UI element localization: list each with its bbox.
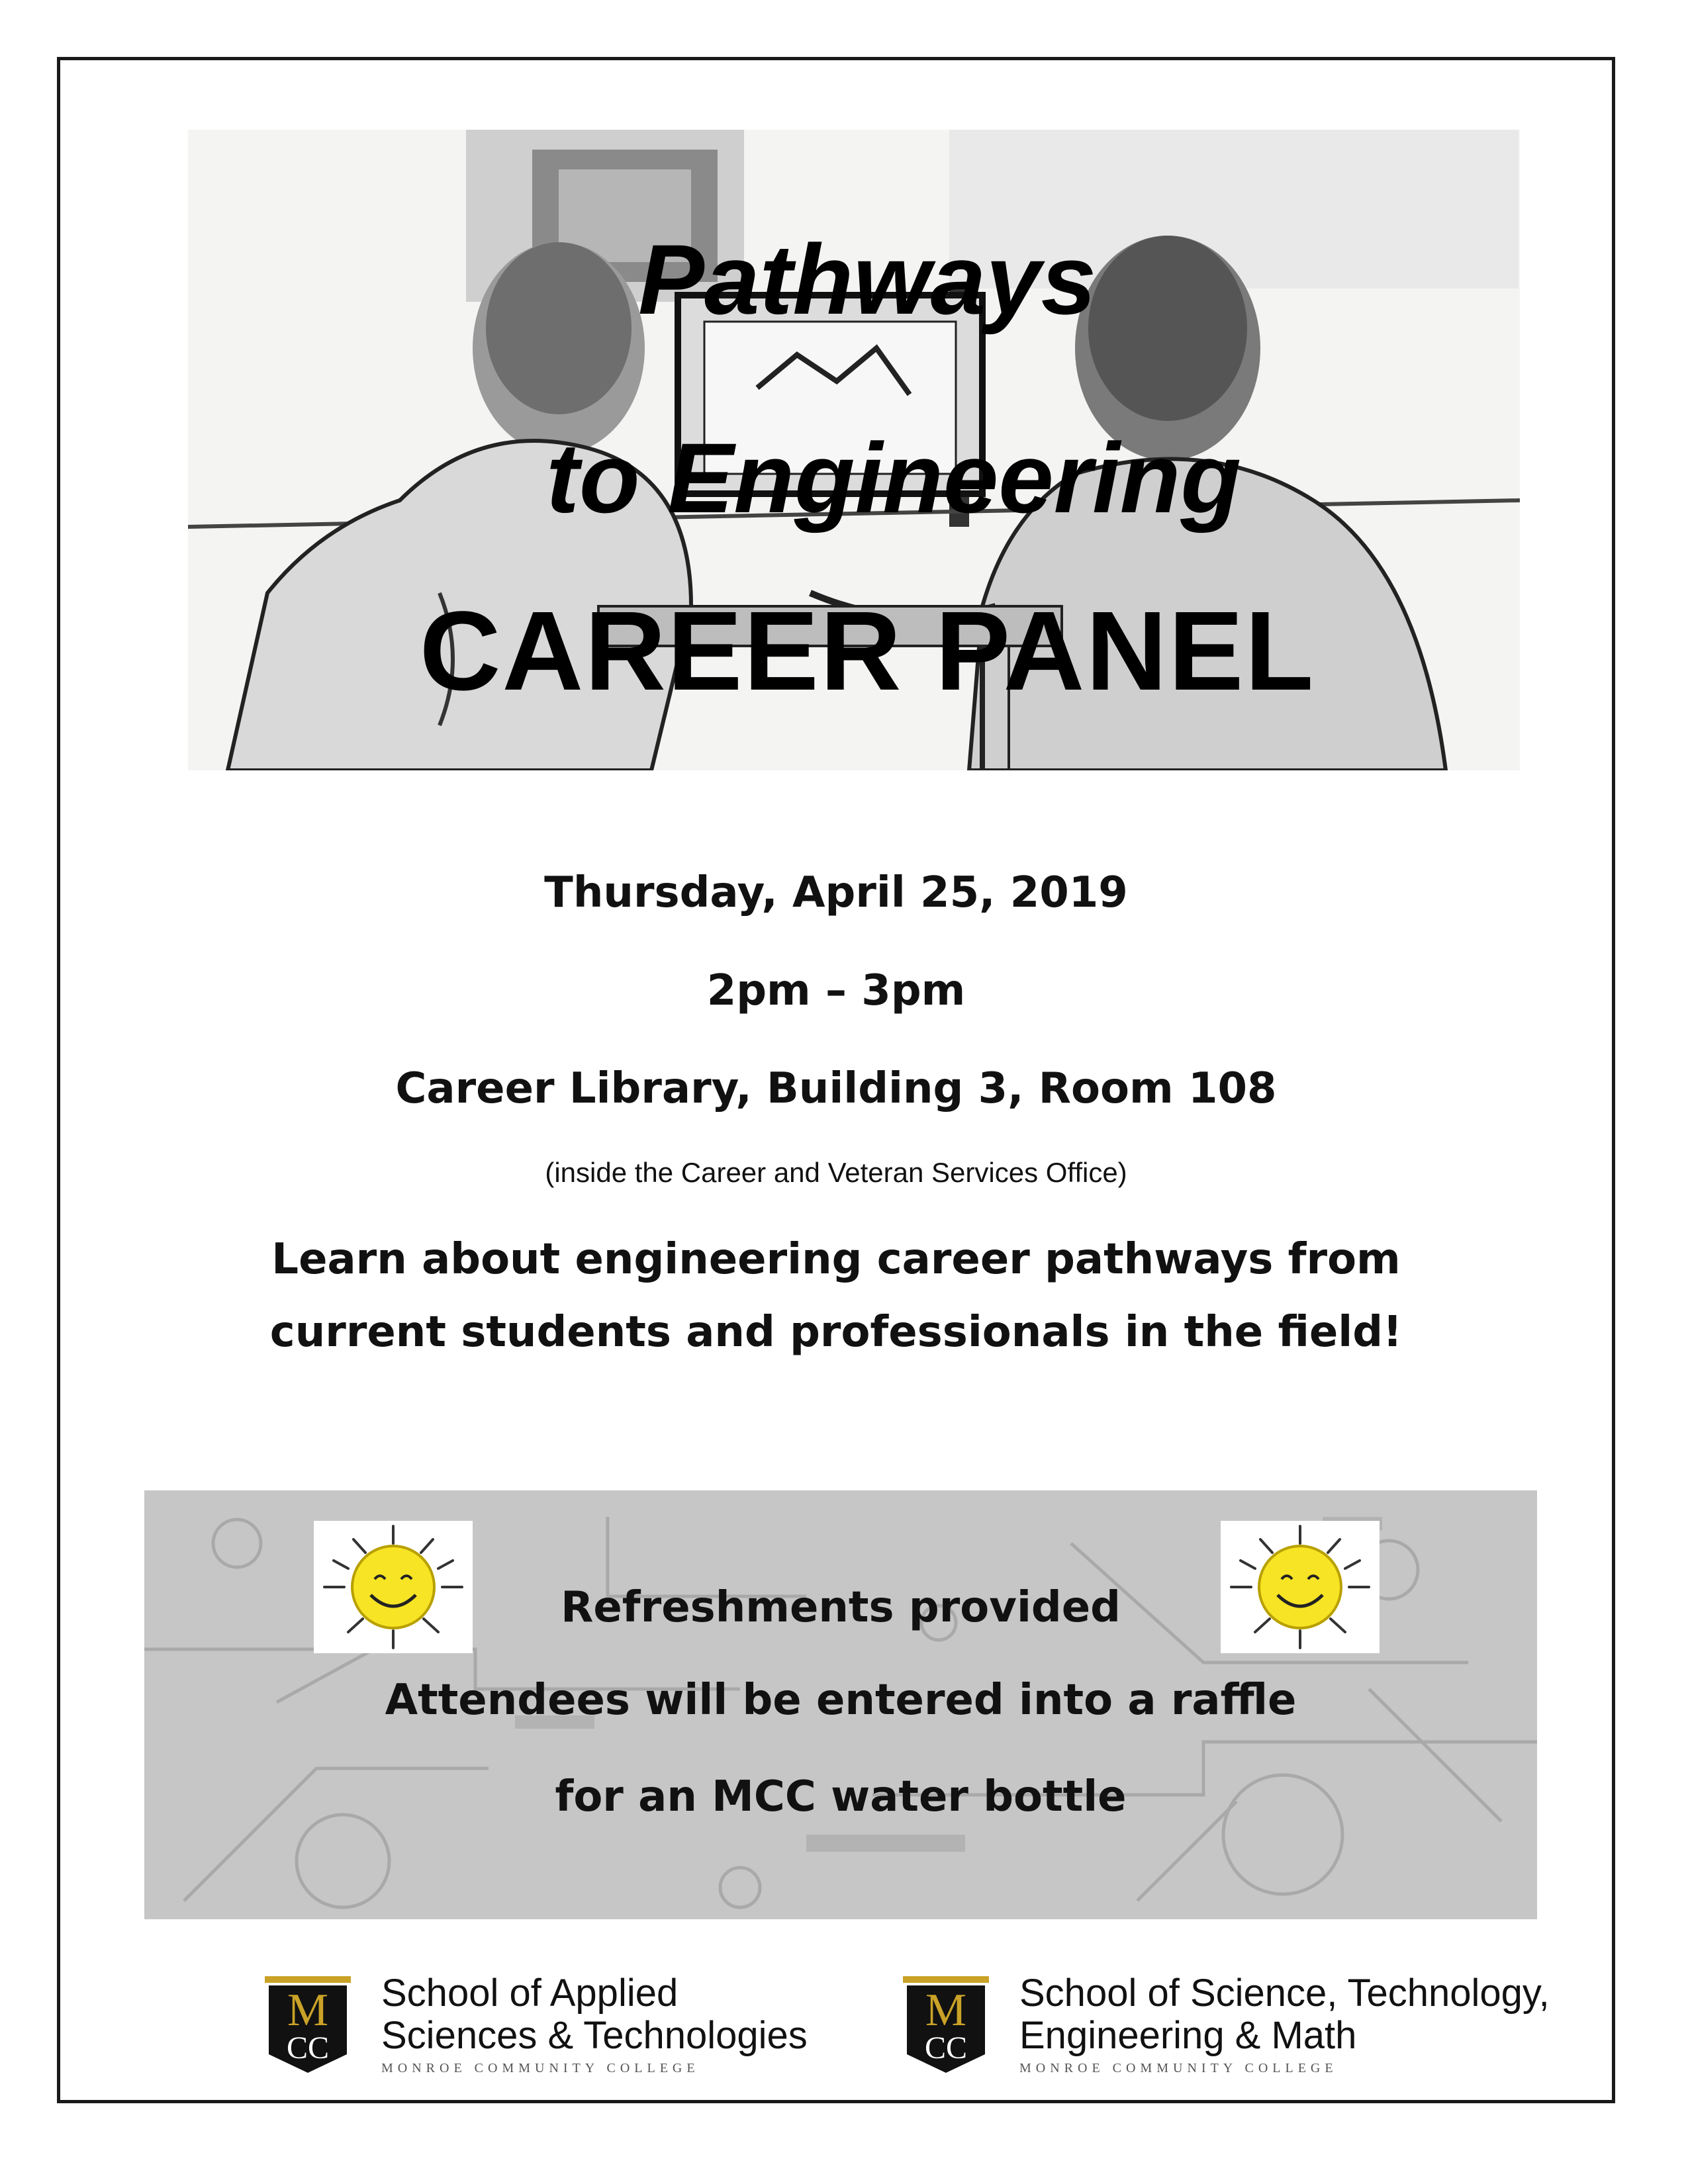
logo-school-name-line-2: Engineering & Math — [1019, 2014, 1357, 2057]
event-location-note: (inside the Career and Veteran Services Office) — [545, 1157, 1127, 1188]
logo-college-name: MONROE COMMUNITY COLLEGE — [1019, 2061, 1338, 2075]
logo-school-name — [381, 1972, 808, 2057]
logo-applied-sciences — [265, 1972, 861, 2078]
event-date: Thursday, April 25, 2019 — [544, 868, 1128, 917]
logo-school-name — [1019, 1972, 1550, 2057]
hero-photo — [188, 130, 1520, 770]
mcc-shield-icon — [265, 1976, 351, 2075]
shield-monogram-bottom: CC — [924, 2030, 968, 2066]
hero-title-line-1: Pathways — [638, 224, 1096, 335]
event-description-line-1: Learn about engineering career pathways from — [271, 1235, 1401, 1284]
perks-banner — [144, 1490, 1537, 1919]
perk-raffle-prize: for an MCC water bottle — [555, 1772, 1127, 1821]
shield-monogram-bottom: CC — [286, 2030, 330, 2066]
shield-monogram-top: M — [287, 1985, 329, 2036]
mcc-shield-icon — [903, 1976, 989, 2075]
hero-title-line-2: to Engineering — [546, 422, 1241, 533]
logo-stem — [903, 1972, 1552, 2078]
logo-school-name-line-1: School of Applied — [381, 1972, 679, 2015]
hero-title-line-3: CAREER PANEL — [419, 588, 1315, 714]
event-time: 2pm – 3pm — [706, 966, 966, 1015]
event-description — [57, 1223, 1615, 1369]
shield-monogram-top: M — [925, 1985, 967, 2036]
perk-raffle: Attendees will be entered into a raffle — [385, 1676, 1297, 1725]
event-location: Career Library, Building 3, Room 108 — [395, 1064, 1277, 1113]
perk-refreshments: Refreshments provided — [561, 1583, 1121, 1632]
logo-college-name: MONROE COMMUNITY COLLEGE — [381, 2061, 700, 2075]
logo-school-name-line-2: Sciences & Technologies — [381, 2014, 808, 2057]
logo-school-name-line-1: School of Science, Technology, — [1019, 1972, 1550, 2015]
event-description-line-2: current students and professionals in the field! — [269, 1308, 1403, 1357]
